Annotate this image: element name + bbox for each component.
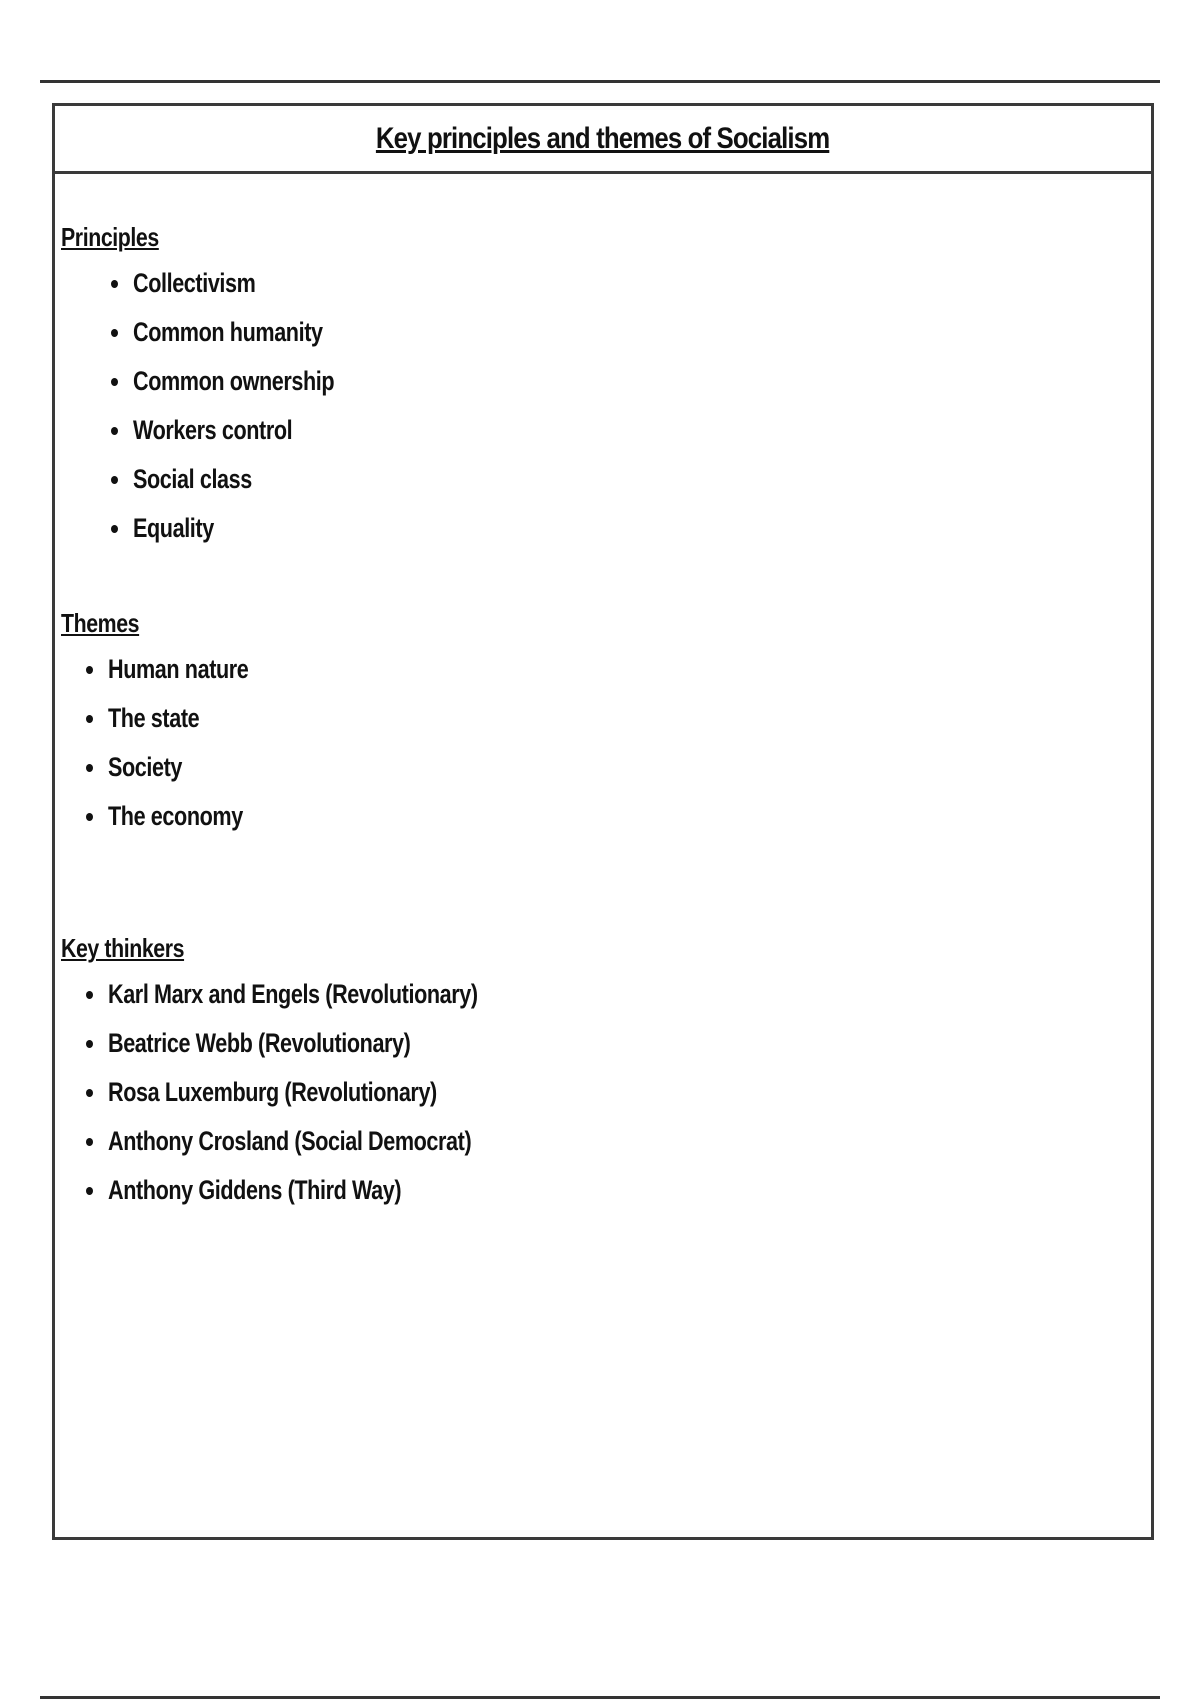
bullet-icon [86,764,93,772]
key-thinkers-list [86,970,570,1215]
list-item [111,455,385,504]
bottom-rule [40,1696,1160,1699]
key-thinkers-heading: Key thinkers [61,933,185,963]
bullet-icon [86,715,93,723]
content-frame [52,103,1154,1540]
list-item [111,308,385,357]
list-item [86,1068,570,1117]
bullet-icon [86,666,93,674]
list-item [86,743,284,792]
themes-list [86,645,284,841]
list-item [86,694,284,743]
bullet-icon [111,427,118,435]
list-item-text: Collectivism [133,268,256,298]
list-item-text: The economy [108,801,243,831]
list-item-text: Human nature [108,654,249,684]
list-item-text: Common ownership [133,366,335,396]
bullet-icon [111,525,118,533]
list-item [111,406,385,455]
bullet-icon [86,1089,93,1097]
list-item-text: Society [108,752,183,782]
list-item [111,504,385,553]
principles-section [61,220,385,553]
bullet-icon [86,1138,93,1146]
list-item [86,1117,570,1166]
list-item [86,792,284,841]
bullet-icon [111,378,118,386]
bullet-icon [111,280,118,288]
title-bar [55,106,1151,174]
principles-heading: Principles [61,222,159,252]
list-item-text: Workers control [133,415,293,445]
bullet-icon [111,329,118,337]
bullet-icon [86,813,93,821]
list-item-text: Equality [133,513,214,543]
list-item-text: Anthony Giddens (Third Way) [108,1175,402,1205]
bullet-icon [86,1040,93,1048]
bullet-icon [86,991,93,999]
themes-heading: Themes [61,608,140,638]
list-item-text: Rosa Luxemburg (Revolutionary) [108,1077,437,1107]
list-item [86,1019,570,1068]
list-item-text: Beatrice Webb (Revolutionary) [108,1028,411,1058]
list-item-text: Anthony Crosland (Social Democrat) [108,1126,472,1156]
top-rule [40,80,1160,83]
list-item [111,259,385,308]
list-item [111,357,385,406]
list-item [86,645,284,694]
list-item-text: Social class [133,464,252,494]
bullet-icon [86,1187,93,1195]
themes-section [61,606,284,841]
list-item [86,1166,570,1215]
principles-list [111,259,385,553]
list-item [86,970,570,1019]
bullet-icon [111,476,118,484]
page-title: Key principles and themes of Socialism [376,121,830,155]
list-item-text: Common humanity [133,317,323,347]
key-thinkers-section [61,931,570,1215]
list-item-text: Karl Marx and Engels (Revolutionary) [108,979,478,1009]
list-item-text: The state [108,703,200,733]
